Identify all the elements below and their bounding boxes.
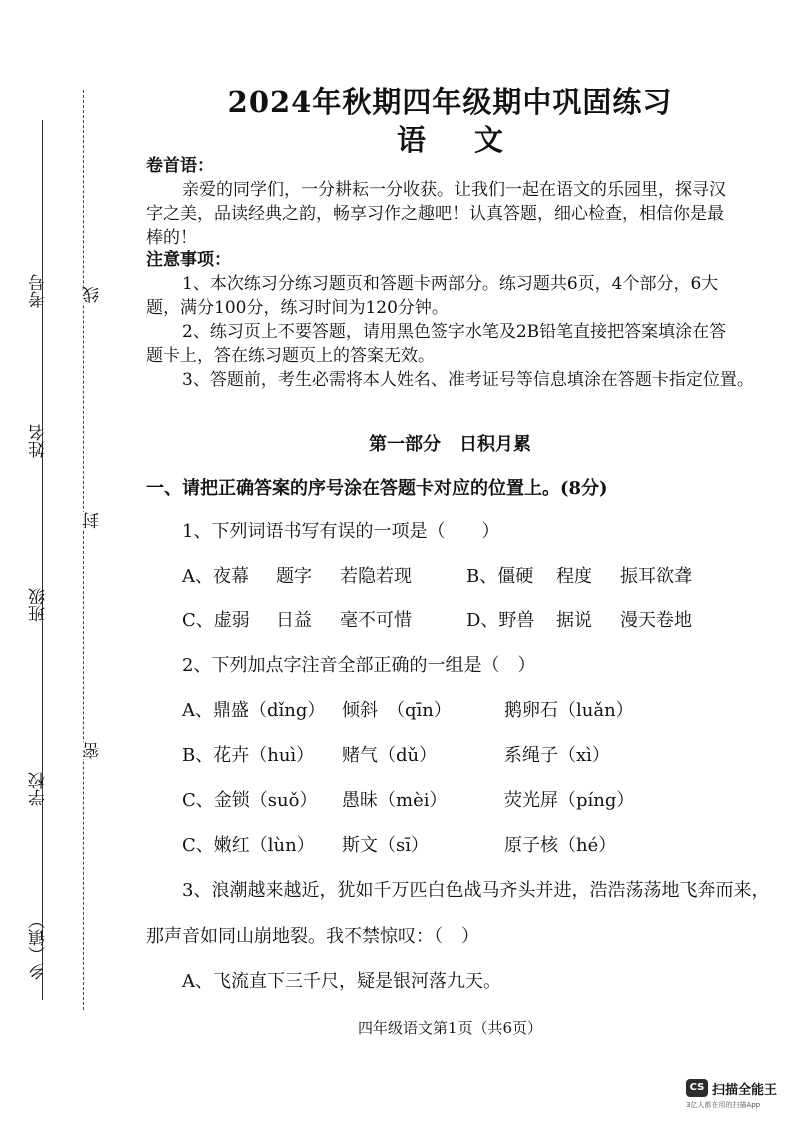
q1-option-a: A、夜幕 [182, 566, 249, 587]
q1-option-c-word2: 日益 [276, 610, 312, 631]
q1-option-b-word2: 程度 [556, 566, 592, 587]
notice-line-1: 1、本次练习分练习题页和答题卡两部分。练习题共6页，4个部分，6大 [182, 274, 719, 294]
q1-option-d-word3: 漫天卷地 [620, 610, 692, 631]
q2-option-c-2: 愚昧（mèi） [342, 790, 448, 811]
subject-title [0, 118, 794, 159]
q1-option-a-word2: 题字 [276, 566, 312, 587]
preface-line-1: 亲爱的同学们，一分耕耘一分收获。让我们一起在语文的乐园里，探寻汉 [182, 180, 726, 200]
section-title: 第一部分 日积月累 [369, 434, 531, 455]
q2-option-d-2: 斯文（sī） [342, 835, 429, 856]
subject-char-2: 文 [474, 123, 504, 157]
page-title: 2024年秋期四年级期中巩固练习 [227, 85, 673, 119]
q2-option-a-1: A、鼎盛（dǐng） [182, 700, 326, 721]
preface-line-2: 字之美，品读经典之韵，畅享习作之趣吧！认真答题，细心检查，相信你是最 [146, 204, 724, 224]
notice-label: 注意事项： [146, 250, 231, 270]
seal-xian: 线 [80, 286, 105, 303]
q1-option-b: B、僵硬 [466, 566, 534, 587]
notice-line-4: 题卡上，答在练习题页上的答案无效。 [146, 346, 435, 366]
q2-option-b-2: 赌气（dǔ） [342, 745, 438, 766]
section-heading: 一、请把正确答案的序号涂在答题卡对应的位置上。(8分) [146, 478, 608, 499]
q2-option-d-1: C、嫩红（lùn） [182, 835, 315, 856]
preface-line-3: 棒的！ [146, 228, 197, 248]
page-footer: 四年级语文第1页（共6页） [357, 1019, 543, 1037]
q3-line-2: 那声音如同山崩地裂。我不禁惊叹：（ ） [146, 926, 479, 947]
notice-line-3: 2、练习页上不要答题，请用黑色签字水笔及2B铅笔直接把答案填涂在答 [182, 322, 727, 342]
binding-class: 班级 [29, 588, 49, 622]
scanner-app-tagline: 3亿人都在用的扫描App [686, 1101, 761, 1109]
subject-char-1: 语 [396, 123, 426, 157]
notice-line-2: 题，满分100分，练习时间为120分钟。 [146, 298, 449, 318]
q2-option-d-3: 原子核（hé） [504, 835, 617, 856]
q1-option-d-word2: 据说 [556, 610, 592, 631]
binding-school: 学校 [29, 772, 49, 806]
q2-option-c-3: 荧光屏（píng） [504, 790, 635, 811]
q2-option-c-1: C、金锁（suǒ） [182, 790, 318, 811]
q3-line-1: 3、浪潮越来越近，犹如千万匹白色战马齐头并进，浩浩荡荡地飞奔而来， [182, 880, 770, 901]
preface-label: 卷首语： [146, 156, 214, 176]
binding-line-left [42, 120, 43, 1000]
q2-option-b-3: 系绳子（xì） [504, 745, 610, 766]
q1-option-a-word3: 若隐若现 [340, 566, 412, 587]
seal-feng: 封 [80, 512, 105, 529]
q1-option-d: D、野兽 [466, 610, 535, 631]
q3-option-a: A、飞流直下三千尺，疑是银河落九天。 [182, 971, 501, 992]
scanner-app-name: 扫描全能王 [712, 1083, 778, 1098]
q2-stem: 2、下列加点字注音全部正确的一组是（ ） [182, 655, 536, 676]
notice-line-5: 3、答题前，考生必需将本人姓名、准考证号等信息填涂在答题卡指定位置。 [182, 370, 754, 390]
binding-town: 乡（镇） [29, 912, 49, 980]
binding-dashed-line [83, 90, 84, 1010]
q2-option-a-2: 倾斜 （qīn） [342, 700, 452, 721]
q1-option-c: C、虚弱 [182, 610, 250, 631]
seal-mi: 密 [80, 742, 105, 759]
q1-option-b-word3: 振耳欲聋 [620, 566, 692, 587]
binding-exam-no: 考号 [29, 274, 49, 308]
binding-name: 姓名 [29, 424, 49, 458]
q2-option-b-1: B、花卉（huì） [182, 745, 315, 766]
q1-option-c-word3: 毫不可惜 [340, 610, 412, 631]
q1-stem: 1、下列词语书写有误的一项是（ ） [182, 521, 500, 542]
q2-option-a-3: 鹅卵石（luǎn） [504, 700, 634, 721]
scanner-logo-icon: CS [686, 1079, 708, 1097]
